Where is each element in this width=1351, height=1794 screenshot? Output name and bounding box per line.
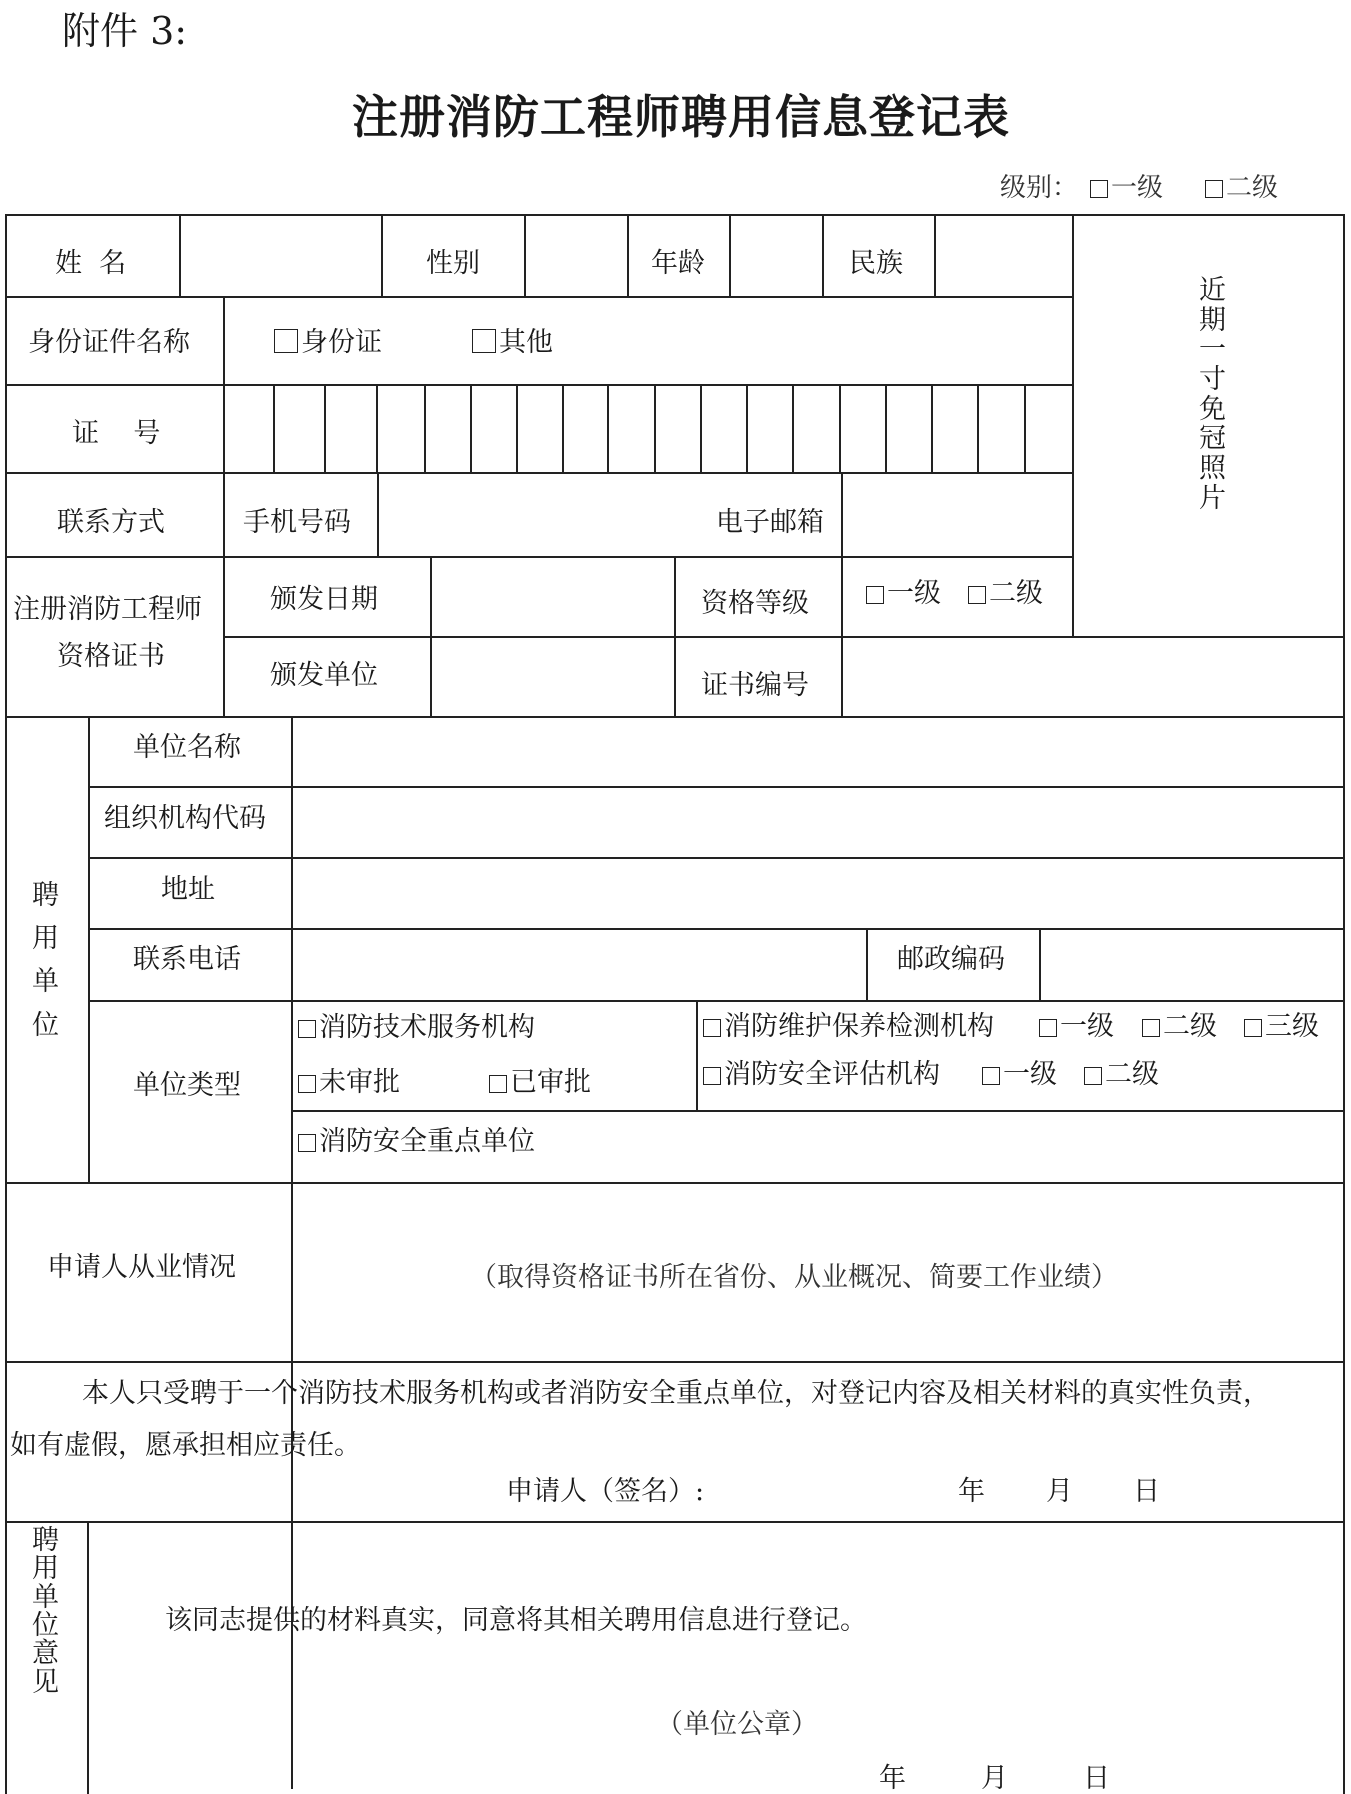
level-option-2[interactable] <box>1205 175 1278 201</box>
checkbox-icon <box>1244 1019 1262 1037</box>
id-type-label: 身份证件名称 <box>28 327 190 358</box>
mobile-label: 手机号码 <box>243 507 351 538</box>
photo-caption: 近 期 一 寸 免 冠 照 片 <box>1199 275 1226 514</box>
certificate-label-line2: 资格证书 <box>57 641 165 672</box>
cert-number-label: 证书编号 <box>701 670 809 701</box>
id-type-idcard[interactable] <box>274 329 382 356</box>
address-field[interactable] <box>295 861 1341 926</box>
assessment-level-1-label: 一级 <box>1003 1059 1057 1090</box>
declaration-month: 月 <box>1046 1476 1073 1507</box>
checkbox-icon <box>472 329 496 353</box>
certificate-label-line1: 注册消防工程师 <box>13 594 202 625</box>
type-approved-checkbox[interactable] <box>489 1069 591 1096</box>
id-number-label: 证 号 <box>72 418 161 449</box>
checkbox-icon <box>489 1075 507 1093</box>
type-maintenance-label: 消防维护保养检测机构 <box>724 1011 994 1042</box>
attachment-label: 附件 3: <box>62 9 188 53</box>
experience-label: 申请人从业情况 <box>47 1252 236 1283</box>
checkbox-icon <box>298 1134 316 1152</box>
maintenance-level-2[interactable] <box>1142 1013 1217 1040</box>
type-assessment-label: 消防安全评估机构 <box>724 1059 940 1090</box>
org-code-label: 组织机构代码 <box>104 803 266 834</box>
checkbox-icon <box>968 586 986 604</box>
phone-label: 联系电话 <box>133 944 241 975</box>
issuer-label: 颁发单位 <box>270 660 378 691</box>
phone-field[interactable] <box>295 932 864 998</box>
type-approved-label: 已审批 <box>510 1067 591 1098</box>
type-fire-service-checkbox[interactable] <box>298 1014 535 1041</box>
checkbox-icon <box>298 1020 316 1038</box>
assessment-level-1[interactable] <box>982 1061 1057 1088</box>
address-label: 地址 <box>161 874 215 905</box>
unit-name-label: 单位名称 <box>133 732 241 763</box>
signature-label: 申请人（签名）: <box>506 1476 705 1507</box>
type-not-approved-checkbox[interactable] <box>298 1069 400 1096</box>
id-type-other-label: 其他 <box>499 327 553 358</box>
checkbox-icon <box>1090 180 1108 198</box>
id-type-other[interactable] <box>472 329 553 356</box>
opinion-section-label: 聘 用 单 位 意 见 <box>32 1525 59 1698</box>
org-code-field[interactable] <box>295 790 1341 855</box>
name-label: 姓 名 <box>55 248 127 279</box>
opinion-day: 日 <box>1083 1763 1110 1794</box>
checkbox-icon <box>866 586 884 604</box>
qualification-level-label: 资格等级 <box>701 588 809 619</box>
type-key-unit-checkbox[interactable] <box>298 1128 535 1155</box>
type-fire-service-label: 消防技术服务机构 <box>319 1012 535 1043</box>
unit-name-field[interactable] <box>295 720 1341 784</box>
maintenance-level-3-label: 三级 <box>1265 1011 1319 1042</box>
unit-type-label: 单位类型 <box>133 1070 241 1101</box>
id-type-idcard-label: 身份证 <box>301 327 382 358</box>
opinion-month: 月 <box>981 1763 1008 1794</box>
type-maintenance-checkbox[interactable] <box>703 1013 994 1040</box>
checkbox-icon <box>1084 1067 1102 1085</box>
opinion-year: 年 <box>879 1763 906 1794</box>
declaration-line1: 本人只受聘于一个消防技术服务机构或者消防安全重点单位，对登记内容及相关材料的真实性负责， <box>82 1378 1270 1409</box>
checkbox-icon <box>1039 1019 1057 1037</box>
issuer-field[interactable] <box>434 640 672 714</box>
declaration-line2: 如有虚假，愿承担相应责任。 <box>10 1430 361 1461</box>
type-key-unit-label: 消防安全重点单位 <box>319 1126 535 1157</box>
checkbox-icon <box>274 329 298 353</box>
experience-hint: （取得资格证书所在省份、从业概况、简要工作业绩） <box>470 1262 1118 1293</box>
level-option-1-label: 一级 <box>1111 173 1164 203</box>
checkbox-icon <box>703 1019 721 1037</box>
declaration-day: 日 <box>1133 1476 1160 1507</box>
postcode-field[interactable] <box>1043 932 1341 998</box>
maintenance-level-2-label: 二级 <box>1163 1011 1217 1042</box>
opinion-statement: 该同志提供的材料真实，同意将其相关聘用信息进行登记。 <box>165 1605 867 1636</box>
checkbox-icon <box>1142 1019 1160 1037</box>
mobile-field[interactable] <box>381 476 707 554</box>
postcode-label: 邮政编码 <box>897 944 1005 975</box>
gender-label: 性别 <box>426 248 480 279</box>
age-label: 年龄 <box>651 248 705 279</box>
checkbox-icon <box>982 1067 1000 1085</box>
maintenance-level-1[interactable] <box>1039 1013 1114 1040</box>
cert-number-field[interactable] <box>845 640 1341 714</box>
declaration-year: 年 <box>958 1476 985 1507</box>
checkbox-icon <box>703 1067 721 1085</box>
id-number-boxes[interactable] <box>227 388 1070 470</box>
signature-field[interactable] <box>720 1468 940 1508</box>
level-option-1[interactable] <box>1090 175 1163 201</box>
email-field[interactable] <box>845 476 1070 554</box>
name-field[interactable] <box>183 218 379 294</box>
assessment-level-2[interactable] <box>1084 1061 1159 1088</box>
email-label: 电子邮箱 <box>716 507 824 538</box>
checkbox-icon <box>298 1075 316 1093</box>
level-option-2-label: 二级 <box>1226 173 1279 203</box>
ethnicity-field[interactable] <box>938 218 1070 294</box>
issue-date-label: 颁发日期 <box>270 584 378 615</box>
page-title: 注册消防工程师聘用信息登记表 <box>352 90 1010 144</box>
type-not-approved-label: 未审批 <box>319 1067 400 1098</box>
qualification-level-1[interactable] <box>866 580 941 607</box>
opinion-seal: （单位公章） <box>656 1709 818 1740</box>
ethnicity-label: 民族 <box>849 248 903 279</box>
level-label: 级别： <box>1000 173 1079 203</box>
maintenance-level-3[interactable] <box>1244 1013 1319 1040</box>
employer-section-label: 聘 用 单 位 <box>32 880 59 1041</box>
checkbox-icon <box>1205 180 1223 198</box>
assessment-level-2-label: 二级 <box>1105 1059 1159 1090</box>
qualification-level-1-label: 一级 <box>887 578 941 609</box>
maintenance-level-1-label: 一级 <box>1060 1011 1114 1042</box>
gender-field[interactable] <box>528 218 625 294</box>
qualification-level-2-label: 二级 <box>989 578 1043 609</box>
qualification-level-2[interactable] <box>968 580 1043 607</box>
issue-date-field[interactable] <box>434 560 672 634</box>
age-field[interactable] <box>731 218 820 294</box>
type-assessment-checkbox[interactable] <box>703 1061 940 1088</box>
contact-label: 联系方式 <box>57 507 165 538</box>
